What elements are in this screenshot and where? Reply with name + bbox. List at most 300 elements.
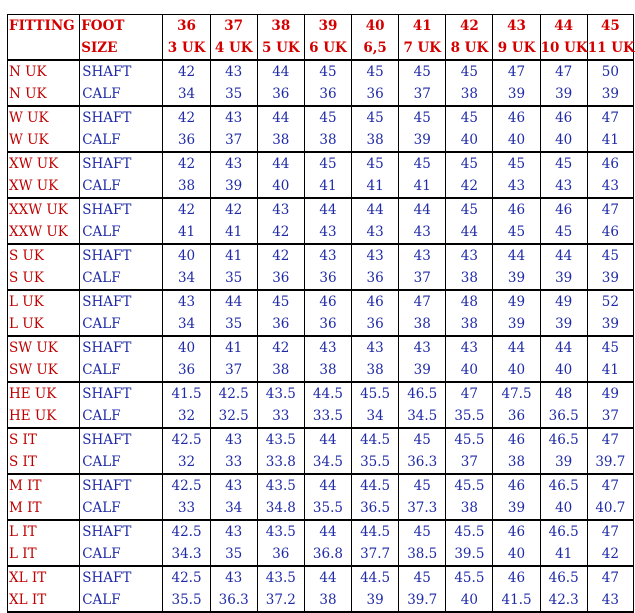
size-eu: 42: [459, 18, 479, 34]
calf-value: 39: [507, 316, 526, 332]
measurement-cell: [210, 107, 257, 153]
measure-type-cell: [79, 521, 162, 567]
measurement-cell: [304, 107, 351, 153]
size-eu: 37: [224, 18, 244, 34]
size-uk: 3 UK: [167, 40, 206, 56]
size-chart-table: [7, 14, 634, 613]
shaft-value: 47: [555, 64, 573, 80]
fitting-cell: [7, 291, 79, 337]
size-uk: 6,5: [363, 40, 387, 56]
header-row: [7, 14, 634, 61]
fitting-label-calf: L IT: [9, 546, 37, 562]
measurement-cell: [587, 475, 634, 521]
calf-value: 33: [177, 500, 196, 516]
fitting-label-shaft: XW UK: [9, 156, 59, 172]
calf-label: CALF: [82, 178, 121, 194]
measurement-cell: [398, 61, 445, 107]
measurement-cell: [492, 429, 539, 475]
shaft-label: SHAFT: [82, 570, 132, 586]
calf-value: 40: [460, 362, 478, 378]
measurement-cell: [492, 61, 539, 107]
calf-value: 41: [555, 546, 573, 562]
size-eu: 36: [177, 18, 196, 34]
fitting-group-row: [7, 521, 634, 567]
measurement-cell: [351, 107, 398, 153]
shaft-value: 42: [177, 202, 196, 218]
shaft-value: 40: [177, 340, 196, 356]
measurement-cell: [257, 107, 304, 153]
measurement-cell: [162, 107, 209, 153]
measurement-cell: [540, 337, 587, 383]
fitting-label-shaft: XL IT: [9, 570, 47, 586]
calf-value: 35.5: [454, 408, 485, 424]
calf-value: 39: [507, 86, 526, 102]
calf-value: 36: [366, 86, 384, 102]
shaft-value: 45: [319, 64, 337, 80]
shaft-value: 45: [601, 340, 619, 356]
shaft-value: 44: [319, 570, 337, 586]
shaft-value: 47: [601, 110, 619, 126]
shaft-value: 46: [507, 432, 526, 448]
shaft-value: 42: [272, 248, 290, 264]
calf-value: 43: [555, 178, 573, 194]
shaft-value: 44: [366, 202, 384, 218]
calf-value: 37: [225, 362, 243, 378]
shaft-value: 45: [272, 294, 290, 310]
calf-value: 41.5: [501, 592, 532, 608]
calf-value: 40: [272, 178, 290, 194]
calf-value: 37: [601, 408, 619, 424]
calf-value: 36.5: [548, 408, 579, 424]
measurement-cell: [351, 337, 398, 383]
measurement-cell: [540, 567, 587, 613]
shaft-value: 44: [507, 340, 526, 356]
measurement-cell: [351, 567, 398, 613]
shaft-value: 45: [413, 478, 431, 494]
calf-value: 43: [319, 224, 337, 240]
shaft-value: 45: [319, 110, 337, 126]
measurement-cell: [587, 245, 634, 291]
fitting-label-shaft: W UK: [9, 110, 49, 126]
shaft-value: 45: [366, 156, 384, 172]
measure-type-cell: [79, 475, 162, 521]
fitting-label-shaft: N UK: [9, 64, 47, 80]
shaft-value: 42: [272, 340, 290, 356]
measurement-cell: [257, 61, 304, 107]
fitting-label-calf: M IT: [9, 500, 42, 516]
measurement-cell: [304, 429, 351, 475]
calf-value: 36: [272, 270, 290, 286]
measurement-cell: [304, 475, 351, 521]
measurement-cell: [445, 567, 492, 613]
calf-label: CALF: [82, 362, 121, 378]
measurement-cell: [587, 429, 634, 475]
shaft-value: 45.5: [454, 524, 485, 540]
calf-value: 43: [601, 178, 619, 194]
calf-value: 36: [507, 408, 526, 424]
fitting-cell: [7, 199, 79, 245]
shaft-value: 44.5: [312, 386, 343, 402]
measurement-cell: [540, 383, 587, 429]
shaft-label: SHAFT: [82, 478, 132, 494]
shaft-value: 43: [225, 432, 243, 448]
measure-type-cell: [79, 429, 162, 475]
calf-value: 37.3: [407, 500, 438, 516]
measurement-cell: [587, 291, 634, 337]
shaft-value: 43: [225, 524, 243, 540]
calf-value: 39: [366, 592, 384, 608]
measurement-cell: [398, 245, 445, 291]
fitting-label-shaft: XXW UK: [9, 202, 68, 218]
measurement-cell: [210, 521, 257, 567]
fitting-cell: [7, 383, 79, 429]
shaft-label: SHAFT: [82, 340, 132, 356]
calf-value: 36.5: [360, 500, 391, 516]
size-eu: 38: [271, 18, 291, 34]
fitting-header: [7, 14, 79, 61]
measurement-cell: [257, 245, 304, 291]
calf-value: 38: [460, 270, 478, 286]
fitting-label-calf: XW UK: [9, 178, 59, 194]
calf-value: 41: [366, 178, 384, 194]
calf-label: CALF: [82, 224, 121, 240]
measurement-cell: [351, 199, 398, 245]
shaft-label: SHAFT: [82, 110, 132, 126]
shaft-value: 43.5: [265, 478, 296, 494]
measurement-cell: [257, 291, 304, 337]
calf-value: 38: [460, 500, 478, 516]
calf-value: 36: [177, 362, 196, 378]
measurement-cell: [210, 199, 257, 245]
calf-label: CALF: [82, 270, 121, 286]
shaft-label: SHAFT: [82, 64, 132, 80]
calf-label: CALF: [82, 454, 121, 470]
measurement-cell: [398, 291, 445, 337]
fitting-label-shaft: SW UK: [9, 340, 58, 356]
measurement-cell: [162, 61, 209, 107]
shaft-label: SHAFT: [82, 156, 132, 172]
calf-value: 37: [225, 132, 243, 148]
measurement-cell: [398, 521, 445, 567]
measurement-cell: [492, 245, 539, 291]
size-header-5: [398, 14, 445, 61]
shaft-value: 42.5: [171, 524, 202, 540]
fitting-cell: [7, 521, 79, 567]
measurement-cell: [587, 567, 634, 613]
measurement-cell: [210, 429, 257, 475]
shaft-value: 46: [555, 202, 573, 218]
measurement-cell: [162, 337, 209, 383]
calf-value: 35.5: [171, 592, 202, 608]
fitting-group-row: [7, 383, 634, 429]
calf-value: 41: [601, 362, 619, 378]
measurement-cell: [540, 153, 587, 199]
measurement-cell: [540, 199, 587, 245]
shaft-value: 42.5: [171, 478, 202, 494]
calf-value: 36: [272, 546, 290, 562]
shaft-value: 46.5: [548, 524, 579, 540]
shaft-label: SHAFT: [82, 202, 132, 218]
shaft-value: 52: [601, 294, 619, 310]
table-body: [7, 14, 634, 613]
calf-value: 39: [555, 454, 573, 470]
calf-value: 41: [225, 224, 243, 240]
measure-type-cell: [79, 383, 162, 429]
shaft-value: 46.5: [407, 386, 438, 402]
size-header-9: [587, 14, 634, 61]
calf-value: 41: [601, 132, 619, 148]
fitting-group-row: [7, 291, 634, 337]
measurement-cell: [540, 107, 587, 153]
calf-value: 34: [366, 408, 384, 424]
size-uk: 4 UK: [214, 40, 253, 56]
measurement-cell: [304, 291, 351, 337]
calf-label: CALF: [82, 500, 121, 516]
size-header-4: [351, 14, 398, 61]
measurement-cell: [587, 521, 634, 567]
shaft-value: 43: [177, 294, 196, 310]
shaft-value: 47: [601, 524, 619, 540]
measurement-cell: [162, 153, 209, 199]
calf-value: 39.5: [454, 546, 485, 562]
measurement-cell: [445, 337, 492, 383]
calf-value: 32: [177, 408, 196, 424]
shaft-value: 43: [272, 202, 290, 218]
shaft-value: 45: [413, 570, 431, 586]
measurement-cell: [445, 245, 492, 291]
calf-label: CALF: [82, 132, 121, 148]
shaft-value: 43: [460, 340, 478, 356]
measurement-cell: [540, 429, 587, 475]
fitting-group-row: [7, 245, 634, 291]
measurement-cell: [257, 521, 304, 567]
measurement-cell: [540, 521, 587, 567]
calf-value: 34: [225, 500, 243, 516]
measurement-cell: [351, 153, 398, 199]
fitting-cell: [7, 475, 79, 521]
shaft-value: 45: [413, 64, 431, 80]
calf-value: 36: [272, 86, 290, 102]
calf-value: 39: [507, 500, 526, 516]
shaft-value: 44: [319, 202, 337, 218]
shaft-value: 44.5: [360, 570, 391, 586]
shaft-value: 45: [413, 432, 431, 448]
foot-size-header: [79, 14, 162, 61]
shaft-value: 47: [601, 478, 619, 494]
size-uk: 10 UK: [540, 40, 588, 56]
measurement-cell: [351, 521, 398, 567]
measurement-cell: [304, 521, 351, 567]
shaft-value: 45: [555, 156, 573, 172]
calf-value: 36.3: [218, 592, 249, 608]
fitting-cell: [7, 337, 79, 383]
calf-label: CALF: [82, 546, 121, 562]
size-eu: 44: [554, 18, 574, 34]
calf-value: 39: [555, 86, 573, 102]
calf-value: 38: [460, 316, 478, 332]
measurement-cell: [257, 567, 304, 613]
calf-value: 43: [366, 224, 384, 240]
measurement-cell: [304, 61, 351, 107]
calf-value: 35: [225, 86, 243, 102]
measurement-cell: [445, 61, 492, 107]
shaft-value: 43.5: [265, 432, 296, 448]
fitting-group-row: [7, 153, 634, 199]
measurement-cell: [492, 107, 539, 153]
measurement-cell: [351, 245, 398, 291]
shaft-value: 47: [413, 294, 431, 310]
size-uk: 6 UK: [309, 40, 347, 56]
calf-value: 41: [319, 178, 337, 194]
calf-value: 40: [460, 132, 478, 148]
size-header-3: [304, 14, 351, 61]
fitting-label-calf: XL IT: [9, 592, 47, 608]
calf-value: 39.7: [407, 592, 438, 608]
calf-value: 33: [225, 454, 243, 470]
measurement-cell: [398, 383, 445, 429]
shaft-value: 45: [366, 110, 384, 126]
fitting-label-shaft: M IT: [9, 478, 42, 494]
shaft-value: 46: [507, 110, 526, 126]
measurement-cell: [162, 567, 209, 613]
calf-value: 32.5: [218, 408, 249, 424]
measurement-cell: [445, 199, 492, 245]
measurement-cell: [587, 61, 634, 107]
measure-type-cell: [79, 107, 162, 153]
calf-value: 39: [601, 270, 619, 286]
measurement-cell: [492, 383, 539, 429]
fitting-label-shaft: L IT: [9, 524, 37, 540]
calf-value: 36: [177, 132, 196, 148]
measure-type-cell: [79, 291, 162, 337]
calf-value: 39: [555, 270, 573, 286]
shaft-value: 45.5: [360, 386, 391, 402]
shaft-value: 41: [225, 248, 243, 264]
calf-value: 32: [177, 454, 196, 470]
calf-value: 34.3: [171, 546, 202, 562]
shaft-value: 45.5: [454, 570, 485, 586]
shaft-value: 42: [177, 64, 196, 80]
fitting-cell: [7, 567, 79, 613]
fitting-label-calf: SW UK: [9, 362, 58, 378]
shaft-value: 42.5: [218, 386, 249, 402]
foot-header-label: FOOT: [81, 18, 125, 34]
shaft-value: 46: [366, 294, 384, 310]
calf-value: 43: [507, 178, 526, 194]
calf-value: 36.3: [407, 454, 438, 470]
calf-value: 38: [272, 362, 290, 378]
calf-value: 33.8: [265, 454, 296, 470]
fitting-group-row: [7, 61, 634, 107]
calf-value: 35.5: [360, 454, 391, 470]
calf-label: CALF: [82, 86, 121, 102]
calf-value: 40: [507, 362, 526, 378]
calf-value: 38: [366, 132, 384, 148]
calf-value: 37: [460, 454, 478, 470]
fitting-cell: [7, 107, 79, 153]
shaft-label: SHAFT: [82, 294, 132, 310]
measurement-cell: [210, 383, 257, 429]
measurement-cell: [162, 245, 209, 291]
measurement-cell: [257, 475, 304, 521]
calf-value: 42: [460, 178, 478, 194]
calf-value: 38: [319, 362, 337, 378]
calf-value: 37.2: [265, 592, 296, 608]
calf-value: 39: [601, 316, 619, 332]
calf-value: 38: [272, 132, 290, 148]
shaft-value: 44: [319, 432, 337, 448]
measurement-cell: [210, 61, 257, 107]
calf-value: 39: [413, 362, 431, 378]
shaft-value: 46: [555, 110, 573, 126]
measurement-cell: [492, 475, 539, 521]
measurement-cell: [398, 153, 445, 199]
calf-value: 36: [319, 86, 337, 102]
calf-value: 41: [413, 178, 431, 194]
measurement-cell: [445, 475, 492, 521]
fitting-label-shaft: HE UK: [9, 386, 57, 402]
measurement-cell: [445, 107, 492, 153]
shaft-label: SHAFT: [82, 248, 132, 264]
fitting-cell: [7, 429, 79, 475]
measurement-cell: [162, 429, 209, 475]
calf-value: 39: [413, 132, 431, 148]
calf-value: 42: [601, 546, 619, 562]
calf-label: CALF: [82, 316, 121, 332]
shaft-value: 43: [225, 64, 243, 80]
size-uk: 9 UK: [497, 40, 536, 56]
shaft-value: 44: [225, 294, 243, 310]
shaft-value: 46: [507, 570, 526, 586]
size-eu: 41: [412, 18, 432, 34]
calf-value: 35: [225, 270, 243, 286]
calf-value: 33.5: [312, 408, 343, 424]
shaft-value: 46.5: [548, 432, 579, 448]
shaft-value: 47: [601, 570, 619, 586]
fitting-label-shaft: L UK: [9, 294, 44, 310]
fitting-label-calf: XXW UK: [9, 224, 68, 240]
shaft-value: 44: [319, 478, 337, 494]
calf-value: 34: [177, 270, 196, 286]
shaft-value: 45: [413, 110, 431, 126]
measurement-cell: [492, 521, 539, 567]
shaft-value: 44.5: [360, 478, 391, 494]
fitting-group-row: [7, 107, 634, 153]
measurement-cell: [398, 567, 445, 613]
measurement-cell: [587, 199, 634, 245]
shaft-value: 43: [413, 248, 431, 264]
shaft-value: 44.5: [360, 432, 391, 448]
measurement-cell: [257, 383, 304, 429]
fitting-label-shaft: S UK: [9, 248, 45, 264]
shaft-value: 48: [460, 294, 478, 310]
shaft-value: 45.5: [454, 478, 485, 494]
shaft-value: 46.5: [548, 478, 579, 494]
size-eu: 45: [600, 18, 620, 34]
shaft-value: 42.5: [171, 570, 202, 586]
calf-value: 39: [225, 178, 243, 194]
fitting-label-calf: W UK: [9, 132, 49, 148]
shaft-value: 49: [507, 294, 526, 310]
shaft-value: 41: [225, 340, 243, 356]
measurement-cell: [304, 245, 351, 291]
calf-value: 35.5: [312, 500, 343, 516]
measure-type-cell: [79, 153, 162, 199]
calf-value: 36: [319, 270, 337, 286]
size-header-label: SIZE: [81, 40, 118, 56]
calf-value: 38: [507, 454, 526, 470]
shaft-value: 45: [601, 248, 619, 264]
